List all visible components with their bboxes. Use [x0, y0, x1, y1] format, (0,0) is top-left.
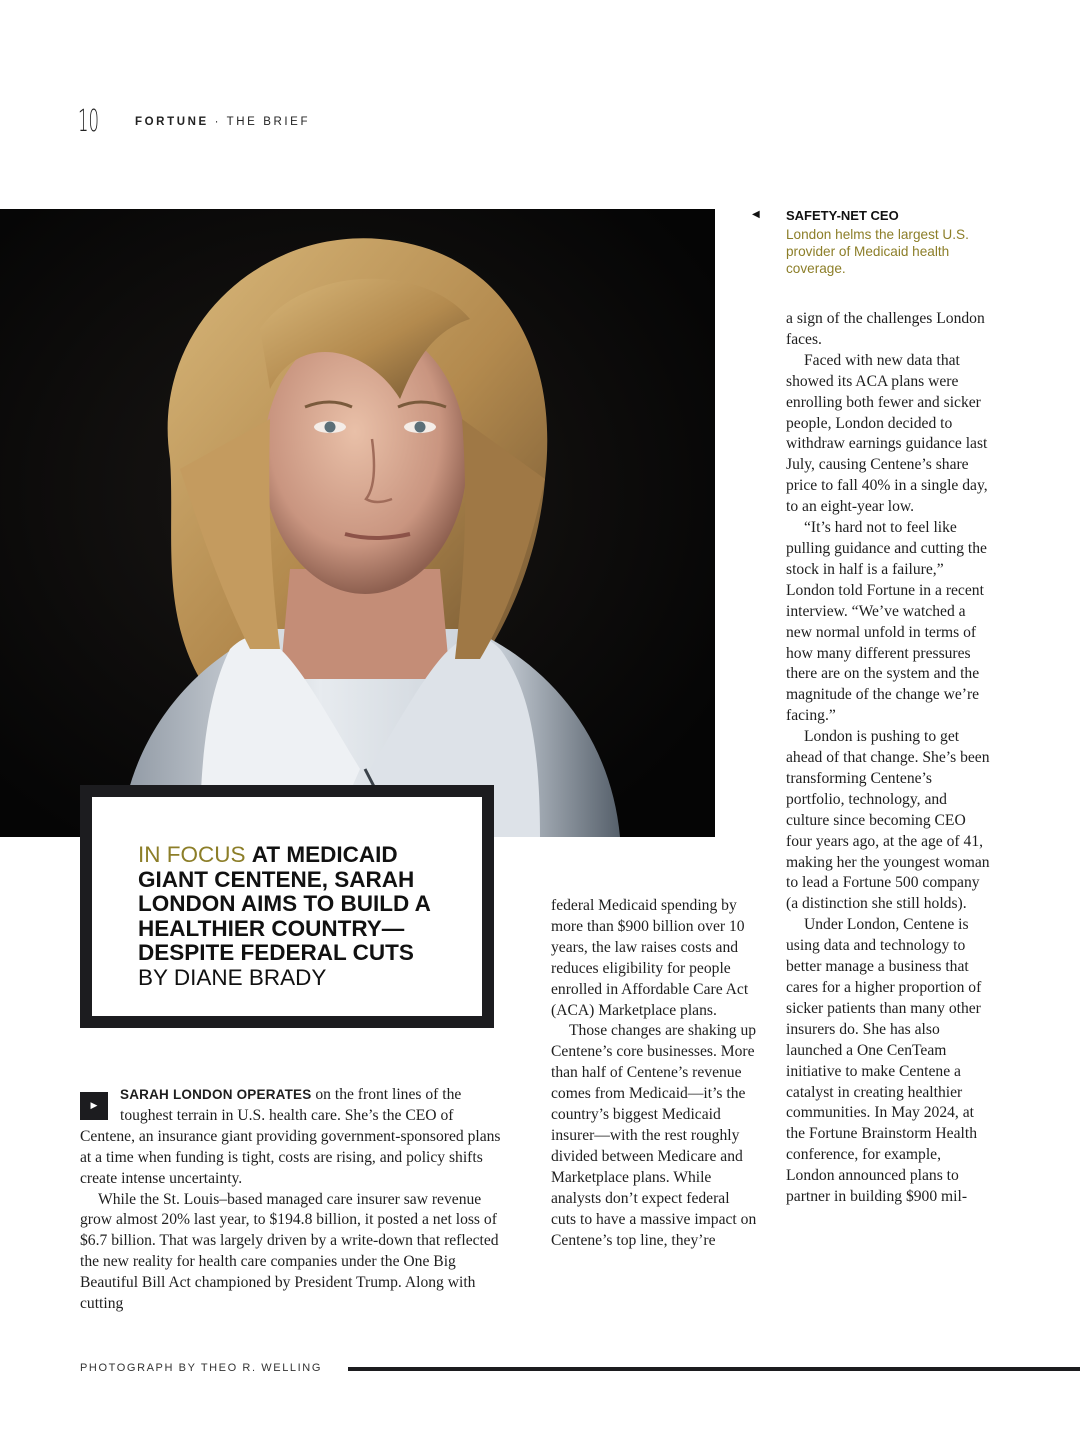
paragraph: While the St. Louis–based managed care insurer saw revenue grow almost 20% last year, to $194.8 billion, it posted a net loss of $6.7 billion. That was largely driven by a write-down that reflected the new reality for health care companies under the One Big Beautiful Bill Act championed by President Trump. Along with cutting [80, 1190, 499, 1313]
portrait-photo [0, 209, 715, 837]
paragraph [80, 1085, 504, 1190]
caption-text: London helms the largest U.S. provider of Medicaid health coverage. [786, 227, 969, 276]
page-number: 10 [78, 104, 100, 139]
portrait-illustration [0, 209, 715, 837]
byline: BY DIANE BRADY [138, 964, 327, 990]
magazine-name: FORTUNE [135, 116, 209, 128]
paragraph: Under London, Centene is using data and technology to better manage a business that cares for a higher proportion of sicker patients than many other insurers do. She has also launched a One CenTeam initiative to make Centene a catalyst in creating healthier communities. In May 2024, at the Fortune Brainstorm Health conference, for example, London announced plans to partner in building $900 mil- [786, 916, 982, 1206]
paragraph: “It’s hard not to feel like pulling guidance and cutting the stock in half is a failure,” London told Fortune in a recent interview. “We’ve watched a new normal unfold in terms of how many different pressures there are on the system and the magnitude of the change we’re facing.” [786, 519, 987, 725]
right-iris [415, 422, 426, 433]
paragraph: a sign of the challenges London faces. [786, 310, 985, 348]
paragraph: London is pushing to get ahead of that change. She’s been transforming Centene’s portfolio, technology, and culture since becoming CEO four years ago, at the age of 41, making her the youngest woman to lead a Fortune 500 company (a distinction she still holds). [786, 728, 990, 913]
article-column-2 [551, 896, 757, 1251]
lead-in: SARAH LONDON OPERATES [120, 1087, 312, 1102]
footer-rule [348, 1367, 1080, 1371]
article-column-1 [80, 1085, 504, 1315]
face [263, 324, 467, 594]
headline-kicker: IN FOCUS [138, 842, 246, 867]
article-column-3 [786, 309, 992, 1208]
paragraph: federal Medicaid spending by more than $900 billion over 10 years, the law raises costs and reduces eligibility for people enrolled in Affordable Care Act (ACA) Marketplace plans. [551, 897, 749, 1019]
headline-box [80, 785, 494, 1028]
caption-title: SAFETY-NET CEO [786, 208, 899, 223]
paragraph-text: on the front lines of the toughest terrain in U.S. health care. She’s the CEO of Centene, an insurance giant providing government-sponsored plans at a time when funding is tight, costs are rising, and policy shifts create intense uncertainty. [80, 1086, 501, 1187]
caption-arrow-icon: ◀ [752, 209, 760, 220]
paragraph: Faced with new data that showed its ACA plans were enrolling both fewer and sicker people, London decided to withdraw earnings guidance last July, causing Centene’s share price to fall 40% in a single day, to an eight-year low. [786, 351, 988, 516]
play-icon: ▶ [80, 1092, 108, 1120]
photo-credit: PHOTOGRAPH BY THEO R. WELLING [80, 1362, 322, 1374]
headline [138, 843, 468, 990]
headline-title: AT MEDICAID GIANT CENTENE, SARAH LONDON AIMS TO BUILD A HEALTHIER COUNTRY—DESPITE FEDERAL CUTS [138, 842, 431, 965]
running-header [135, 116, 310, 128]
section-name: THE BRIEF [226, 116, 311, 128]
left-iris [325, 422, 336, 433]
header-separator: · [214, 116, 222, 128]
paragraph: Those changes are shaking up Centene’s core businesses. More than half of Centene’s revenue comes from Medicaid—it’s the country’s biggest Medicaid insurer—with the rest roughly divided between Medicare and Marketplace plans. While analysts don’t expect federal cuts to have a massive impact on Centene’s top line, they’re [551, 1022, 757, 1249]
